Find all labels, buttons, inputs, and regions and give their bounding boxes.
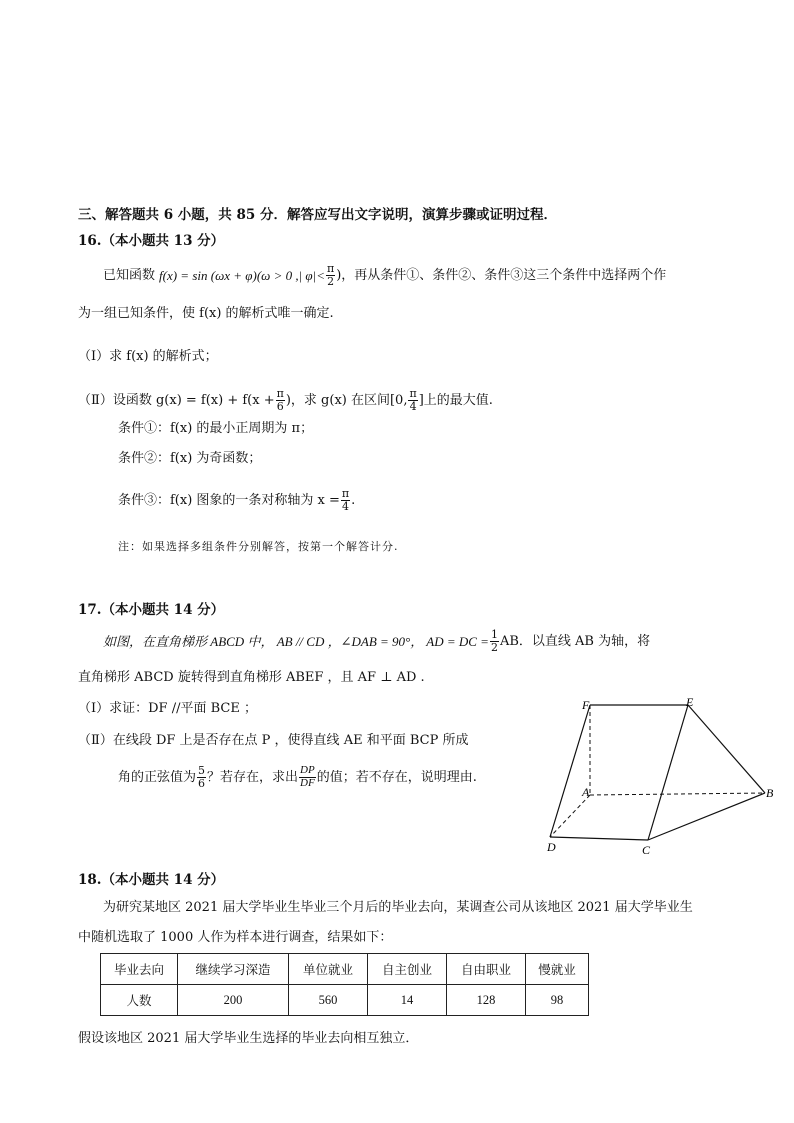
q17-part2-cont bbox=[118, 759, 477, 795]
q16-func: f(x) = sin (ωx + φ)(ω > 0 ,| φ|< bbox=[159, 267, 325, 283]
frac-num: π bbox=[341, 486, 350, 500]
q17-part1: （Ⅰ）求证：DF //平面 BCE ； bbox=[78, 701, 257, 716]
q16-part2-c: ]上的最大值. bbox=[418, 392, 493, 408]
pi-over-4-fraction bbox=[341, 488, 350, 512]
graduate-destination-table bbox=[100, 953, 589, 1016]
frac-den: 6 bbox=[198, 776, 206, 790]
q17-part2-cont-b: ？若存在，求出 bbox=[207, 769, 299, 785]
frac-num: π bbox=[276, 386, 284, 400]
table-cell: 128 bbox=[447, 985, 526, 1016]
q17-header: 17.（本小题共 14 分） bbox=[78, 602, 225, 618]
five-sixths-fraction bbox=[197, 765, 206, 789]
q16-condition-1: 条件①：f(x) 的最小正周期为 π； bbox=[118, 421, 314, 436]
table-header-cell: 继续学习深造 bbox=[178, 954, 289, 985]
frac-den: 6 bbox=[276, 399, 284, 413]
q17-part2: （Ⅱ）在线段 DF 上是否存在点 P ，使得直线 AE 和平面 BCP 所成 bbox=[78, 733, 469, 748]
q17-line1-b: AB．以直线 AB 为轴，将 bbox=[499, 633, 651, 649]
q16-condition-2: 条件②：f(x) 为奇函数； bbox=[118, 451, 262, 466]
label-a: A bbox=[582, 785, 590, 799]
q16-note: 注：如果选择多组条件分别解答，按第一个解答计分. bbox=[118, 540, 399, 553]
frac-den: 4 bbox=[409, 399, 417, 413]
q17-line1-a: 如图，在直角梯形 ABCD 中， AB // CD ，∠DAB = 90°， AD = DC = bbox=[103, 633, 489, 649]
q16-cond3-a: 条件③：f(x) 图象的一条对称轴为 x = bbox=[118, 492, 340, 508]
dp-over-df-fraction bbox=[299, 765, 316, 789]
q17-line2: 直角梯形 ABCD 旋转得到直角梯形 ABEF ，且 AF ⊥ AD . bbox=[78, 670, 425, 685]
q16-intro-line bbox=[103, 258, 666, 292]
table-header-cell: 慢就业 bbox=[526, 954, 589, 985]
q18-footer: 假设该地区 2021 届大学毕业生选择的毕业去向相互独立． bbox=[78, 1031, 419, 1046]
q16-part2-b: )，求 g(x) 在区间[0, bbox=[285, 392, 408, 408]
q17-part2-cont-a: 角的正弦值为 bbox=[118, 769, 197, 785]
edge-ab-hidden bbox=[590, 793, 765, 795]
label-b: B bbox=[766, 786, 774, 800]
table-cell: 98 bbox=[526, 985, 589, 1016]
frac-num: 5 bbox=[198, 763, 206, 777]
table-header-cell: 自由职业 bbox=[447, 954, 526, 985]
table-row-label: 人数 bbox=[101, 985, 178, 1016]
label-d: D bbox=[547, 840, 556, 854]
table-header-row bbox=[101, 954, 589, 985]
edge-eb bbox=[688, 705, 765, 793]
q16-intro-a: 已知函数 bbox=[103, 267, 156, 283]
q16-condition-3 bbox=[118, 483, 355, 517]
q16-part2-line bbox=[78, 383, 493, 417]
edge-cb bbox=[648, 793, 765, 840]
q17-line1 bbox=[103, 624, 650, 658]
q16-cond3-b: . bbox=[351, 492, 356, 508]
q17-part2-cont-c: 的值；若不存在，说明理由. bbox=[316, 769, 477, 785]
table-row bbox=[101, 985, 589, 1016]
pi-over-4-fraction bbox=[408, 388, 417, 412]
label-c: C bbox=[642, 843, 651, 857]
q18-header: 18.（本小题共 14 分） bbox=[78, 872, 225, 888]
table-cell: 14 bbox=[368, 985, 447, 1016]
frac-den: 4 bbox=[342, 499, 350, 513]
frac-den: 2 bbox=[490, 640, 498, 654]
frac-num: π bbox=[409, 386, 417, 400]
pi-over-2-fraction bbox=[326, 263, 335, 287]
table-header-cell: 毕业去向 bbox=[101, 954, 178, 985]
one-half-fraction bbox=[490, 629, 499, 653]
label-f: F bbox=[582, 698, 590, 712]
trapezoid-rotation-figure bbox=[540, 692, 785, 862]
q16-part1: （Ⅰ）求 f(x) 的解析式； bbox=[78, 349, 218, 364]
q16-header: 16.（本小题共 13 分） bbox=[78, 233, 225, 249]
edge-ec bbox=[648, 705, 688, 840]
pi-over-6-fraction bbox=[276, 388, 285, 412]
label-e: E bbox=[686, 695, 694, 709]
frac-den: 2 bbox=[327, 274, 335, 288]
q18-line2: 中随机选取了 1000 人作为样本进行调查，结果如下： bbox=[78, 930, 393, 945]
q16-line2: 为一组已知条件，使 f(x) 的解析式唯一确定. bbox=[78, 306, 334, 321]
table-cell: 200 bbox=[178, 985, 289, 1016]
frac-num: DP bbox=[300, 763, 315, 776]
edge-dc bbox=[550, 837, 648, 840]
q18-line1: 为研究某地区 2021 届大学毕业生毕业三个月后的毕业去向，某调查公司从该地区 2021 届大学毕业生 bbox=[103, 900, 693, 915]
frac-num: π bbox=[326, 261, 335, 275]
section-header: 三、解答题共 6 小题，共 85 分．解答应写出文字说明，演算步骤或证明过程． bbox=[78, 207, 557, 223]
table-header-cell: 单位就业 bbox=[289, 954, 368, 985]
frac-num: 1 bbox=[490, 627, 498, 641]
edge-fd bbox=[550, 705, 590, 837]
frac-den: DF bbox=[300, 776, 315, 789]
table-header-cell: 自主创业 bbox=[368, 954, 447, 985]
q16-part2-a: （Ⅱ）设函数 g(x) = f(x) + f(x + bbox=[78, 392, 275, 408]
table-cell: 560 bbox=[289, 985, 368, 1016]
q16-intro-b: )，再从条件①、条件②、条件③这三个条件中选择两个作 bbox=[336, 267, 667, 283]
